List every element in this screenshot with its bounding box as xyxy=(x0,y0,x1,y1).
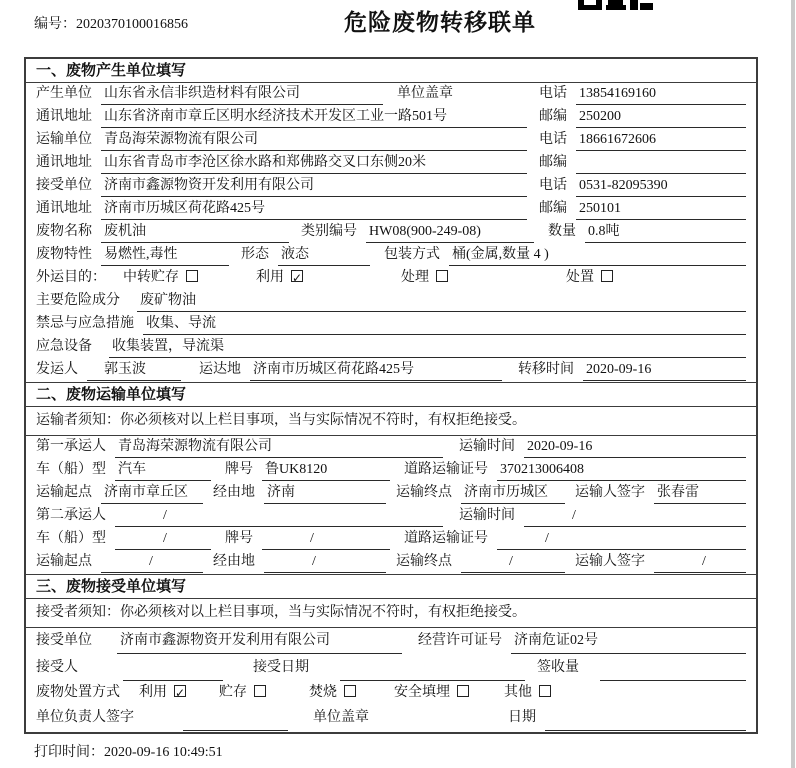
checkbox-icon xyxy=(291,270,303,282)
second-carrier-value: / xyxy=(115,505,443,527)
received-amount-value xyxy=(600,655,746,681)
transport-unit-label: 运输单位 xyxy=(36,132,92,147)
second-carrier-label: 第二承运人 xyxy=(36,508,106,523)
producer-phone-label: 电话 xyxy=(539,86,567,101)
responsible-sign-value xyxy=(183,705,288,731)
waste-name-value: 废机油 xyxy=(101,221,289,243)
row-receiver-unit xyxy=(26,175,756,198)
row-route-2 xyxy=(26,551,756,574)
option-transit-storage xyxy=(123,267,198,288)
emergency-equipment-value: 收集装置，导流渠 xyxy=(109,336,746,358)
option-disposal-other-label: 其他 xyxy=(504,685,532,700)
via-label-2: 经由地 xyxy=(213,554,255,569)
hazard-component-value: 废矿物油 xyxy=(137,290,746,312)
section-transport-title: 二、废物运输单位填写 xyxy=(26,383,756,407)
row-receiver-address xyxy=(26,198,756,221)
row-emergency-equipment xyxy=(26,336,756,359)
plate-number-value-2: / xyxy=(262,528,390,550)
hazard-component-label: 主要危险成分 xyxy=(36,293,120,308)
option-transit-storage-label: 中转贮存 xyxy=(123,270,179,285)
row-second-carrier xyxy=(26,505,756,528)
disposal-method-label: 废物处置方式 xyxy=(36,685,120,700)
print-time-value: 2020-09-16 10:49:51 xyxy=(104,745,223,760)
row-producer-address xyxy=(26,106,756,129)
accept-unit-label: 接受单位 xyxy=(36,633,92,648)
via-value-2: / xyxy=(264,551,386,573)
endpoint-label-1: 运输终点 xyxy=(396,485,452,500)
section-receiver-title: 三、废物接受单位填写 xyxy=(26,575,756,599)
qr-code-fragment-icon xyxy=(578,0,654,11)
plate-number-value-1: 鲁UK8120 xyxy=(262,459,390,481)
row-hazard-component xyxy=(26,290,756,313)
endpoint-value-1: 济南市历城区 xyxy=(461,482,565,504)
option-disposal-landfill xyxy=(394,682,469,703)
section-receiver xyxy=(26,574,756,732)
option-disposal-storage-label: 贮存 xyxy=(219,685,247,700)
checkbox-icon xyxy=(601,270,613,282)
transfer-form xyxy=(24,57,758,734)
row-transfer-purpose xyxy=(26,267,756,290)
receiver-unit-value: 济南市鑫源物资开发利用有限公司 xyxy=(101,175,527,197)
transport-time-value-2: / xyxy=(524,505,746,527)
receiver-phone-value: 0531-82095390 xyxy=(576,175,746,197)
row-vehicle-1 xyxy=(26,459,756,482)
producer-address-value: 山东省济南市章丘区明水经济技术开发区工业一路501号 xyxy=(101,106,527,128)
producer-unit-label: 产生单位 xyxy=(36,86,92,101)
packing-method-label: 包装方式 xyxy=(384,247,440,262)
transporter-sign-label-2: 运输人签字 xyxy=(575,554,645,569)
consignor-label: 发运人 xyxy=(36,362,78,377)
row-transport-address xyxy=(26,152,756,175)
producer-unit-value: 山东省永信非织造材料有限公司 xyxy=(101,83,383,105)
print-time-label: 打印时间： xyxy=(34,745,104,760)
transport-address-value: 山东省青岛市李沧区徐水路和郑佛路交叉口东侧20米 xyxy=(101,152,527,174)
plate-number-label-2: 牌号 xyxy=(225,531,253,546)
option-dispose xyxy=(566,267,613,288)
transfer-time-label: 转移时间 xyxy=(518,362,574,377)
quantity-value: 0.8吨 xyxy=(585,221,746,243)
origin-value-2: / xyxy=(101,551,203,573)
receiver-address-label: 通讯地址 xyxy=(36,201,92,216)
option-utilize-label: 利用 xyxy=(256,270,284,285)
transport-address-label: 通讯地址 xyxy=(36,155,92,170)
receiver-seal-label: 单位盖章 xyxy=(313,710,369,725)
transport-phone-label: 电话 xyxy=(539,132,567,147)
transport-time-label-2: 运输时间 xyxy=(459,508,515,523)
taboo-measures-value: 收集、导流 xyxy=(143,313,746,335)
received-amount-label: 签收量 xyxy=(537,660,579,675)
receiver-unit-label: 接受单位 xyxy=(36,178,92,193)
producer-address-label: 通讯地址 xyxy=(36,109,92,124)
transporter-sign-value-1: 张春雷 xyxy=(654,482,746,504)
acceptor-label: 接受人 xyxy=(36,660,78,675)
option-disposal-incinerate xyxy=(309,682,356,703)
page-edge-line xyxy=(791,0,795,768)
vehicle-type-value-1: 汽车 xyxy=(115,459,211,481)
endpoint-value-2: / xyxy=(461,551,565,573)
option-treat-label: 处理 xyxy=(401,270,429,285)
page-title: 危险废物转移联单 xyxy=(344,10,536,35)
road-license-label-1: 道路运输证号 xyxy=(404,462,488,477)
row-responsible-sign xyxy=(26,705,756,732)
producer-zip-label: 邮编 xyxy=(539,109,567,124)
responsible-sign-label: 单位负责人签字 xyxy=(36,710,134,725)
transport-phone-value: 18661672606 xyxy=(576,129,746,151)
quantity-label: 数量 xyxy=(548,224,576,239)
waste-character-label: 废物特性 xyxy=(36,247,92,262)
date-value xyxy=(545,705,746,731)
row-vehicle-2 xyxy=(26,528,756,551)
option-disposal-storage xyxy=(219,682,266,703)
option-disposal-utilize-label: 利用 xyxy=(139,685,167,700)
row-accept-unit xyxy=(26,628,756,655)
option-disposal-other xyxy=(504,682,551,703)
waste-character-value: 易燃性,毒性 xyxy=(101,244,229,266)
receiver-address-value: 济南市历城区荷花路425号 xyxy=(101,198,527,220)
destination-value: 济南市历城区荷花路425号 xyxy=(250,359,502,381)
row-transport-unit xyxy=(26,129,756,152)
transport-zip-value xyxy=(576,152,746,174)
transport-time-label-1: 运输时间 xyxy=(459,439,515,454)
vehicle-type-label-2: 车（船）型 xyxy=(36,531,106,546)
road-license-value-1: 370213006408 xyxy=(497,459,746,481)
print-time xyxy=(34,741,796,761)
option-disposal-landfill-label: 安全填埋 xyxy=(394,685,450,700)
first-carrier-value: 青岛海荣源物流有限公司 xyxy=(115,436,443,458)
consignor-value: 郭玉波 xyxy=(87,359,181,381)
option-disposal-incinerate-label: 焚烧 xyxy=(309,685,337,700)
origin-label-1: 运输起点 xyxy=(36,485,92,500)
serial-number-value: 2020370100016856 xyxy=(76,17,188,32)
option-dispose-label: 处置 xyxy=(566,270,594,285)
option-disposal-utilize xyxy=(139,682,186,703)
accept-unit-value: 济南市鑫源物资开发利用有限公司 xyxy=(117,628,402,654)
destination-label: 运达地 xyxy=(199,362,241,377)
via-value-1: 济南 xyxy=(264,482,386,504)
transfer-time-value: 2020-09-16 xyxy=(583,359,746,381)
section-transport xyxy=(26,382,756,574)
origin-value-1: 济南市章丘区 xyxy=(101,482,203,504)
endpoint-label-2: 运输终点 xyxy=(396,554,452,569)
receiver-notice: 接受者须知：你必须核对以上栏目事项，当与实际情况不符时，有权拒绝接受。 xyxy=(26,599,756,628)
permit-number-label: 经营许可证号 xyxy=(418,633,502,648)
acceptor-value xyxy=(123,655,223,681)
packing-method-value: 桶(金属,数量 4 ) xyxy=(449,244,746,266)
category-code-value: HW08(900-249-08) xyxy=(366,221,534,243)
row-disposal-method xyxy=(26,682,756,705)
receiver-phone-label: 电话 xyxy=(539,178,567,193)
vehicle-type-value-2: / xyxy=(115,528,211,550)
waste-name-label: 废物名称 xyxy=(36,224,92,239)
checkbox-icon xyxy=(457,685,469,697)
permit-number-value: 济南危证02号 xyxy=(511,628,746,654)
emergency-equipment-label: 应急设备 xyxy=(36,339,92,354)
checkbox-icon xyxy=(344,685,356,697)
row-taboo-measures xyxy=(26,313,756,336)
receiver-zip-value: 250101 xyxy=(576,198,746,220)
transporter-sign-value-2: / xyxy=(654,551,746,573)
origin-label-2: 运输起点 xyxy=(36,554,92,569)
serial-number-label: 编号： xyxy=(34,17,76,32)
row-producer-unit xyxy=(26,83,756,106)
checkbox-icon xyxy=(436,270,448,282)
section-producer xyxy=(26,59,756,382)
vehicle-type-label-1: 车（船）型 xyxy=(36,462,106,477)
transporter-sign-label-1: 运输人签字 xyxy=(575,485,645,500)
option-utilize xyxy=(256,267,303,288)
row-route-1 xyxy=(26,482,756,505)
section-producer-title: 一、废物产生单位填写 xyxy=(26,59,756,83)
plate-number-label-1: 牌号 xyxy=(225,462,253,477)
waste-form-label: 形态 xyxy=(241,247,269,262)
row-waste-name xyxy=(26,221,756,244)
row-first-carrier xyxy=(26,436,756,459)
category-code-label: 类别编号 xyxy=(301,224,357,239)
accept-date-value xyxy=(340,655,525,681)
taboo-measures-label: 禁忌与应急措施 xyxy=(36,316,134,331)
transport-time-value-1: 2020-09-16 xyxy=(524,436,746,458)
document-header xyxy=(0,0,796,57)
receiver-zip-label: 邮编 xyxy=(539,201,567,216)
road-license-label-2: 道路运输证号 xyxy=(404,531,488,546)
road-license-value-2: / xyxy=(497,528,746,550)
row-acceptor xyxy=(26,655,756,682)
unit-seal-label: 单位盖章 xyxy=(397,86,453,101)
row-consignor xyxy=(26,359,756,382)
via-label-1: 经由地 xyxy=(213,485,255,500)
transport-notice: 运输者须知：你必须核对以上栏目事项，当与实际情况不符时，有权拒绝接受。 xyxy=(26,407,756,436)
row-waste-character xyxy=(26,244,756,267)
checkbox-icon xyxy=(539,685,551,697)
producer-phone-value: 13854169160 xyxy=(576,83,746,105)
date-label: 日期 xyxy=(508,710,536,725)
producer-zip-value: 250200 xyxy=(576,106,746,128)
accept-date-label: 接受日期 xyxy=(253,660,309,675)
checkbox-icon xyxy=(254,685,266,697)
checkbox-icon xyxy=(186,270,198,282)
checkbox-icon xyxy=(174,685,186,697)
waste-form-value: 液态 xyxy=(278,244,370,266)
transport-zip-label: 邮编 xyxy=(539,155,567,170)
first-carrier-label: 第一承运人 xyxy=(36,439,106,454)
transfer-purpose-label: 外运目的： xyxy=(36,270,106,285)
option-treat xyxy=(401,267,448,288)
transport-unit-value: 青岛海荣源物流有限公司 xyxy=(101,129,527,151)
